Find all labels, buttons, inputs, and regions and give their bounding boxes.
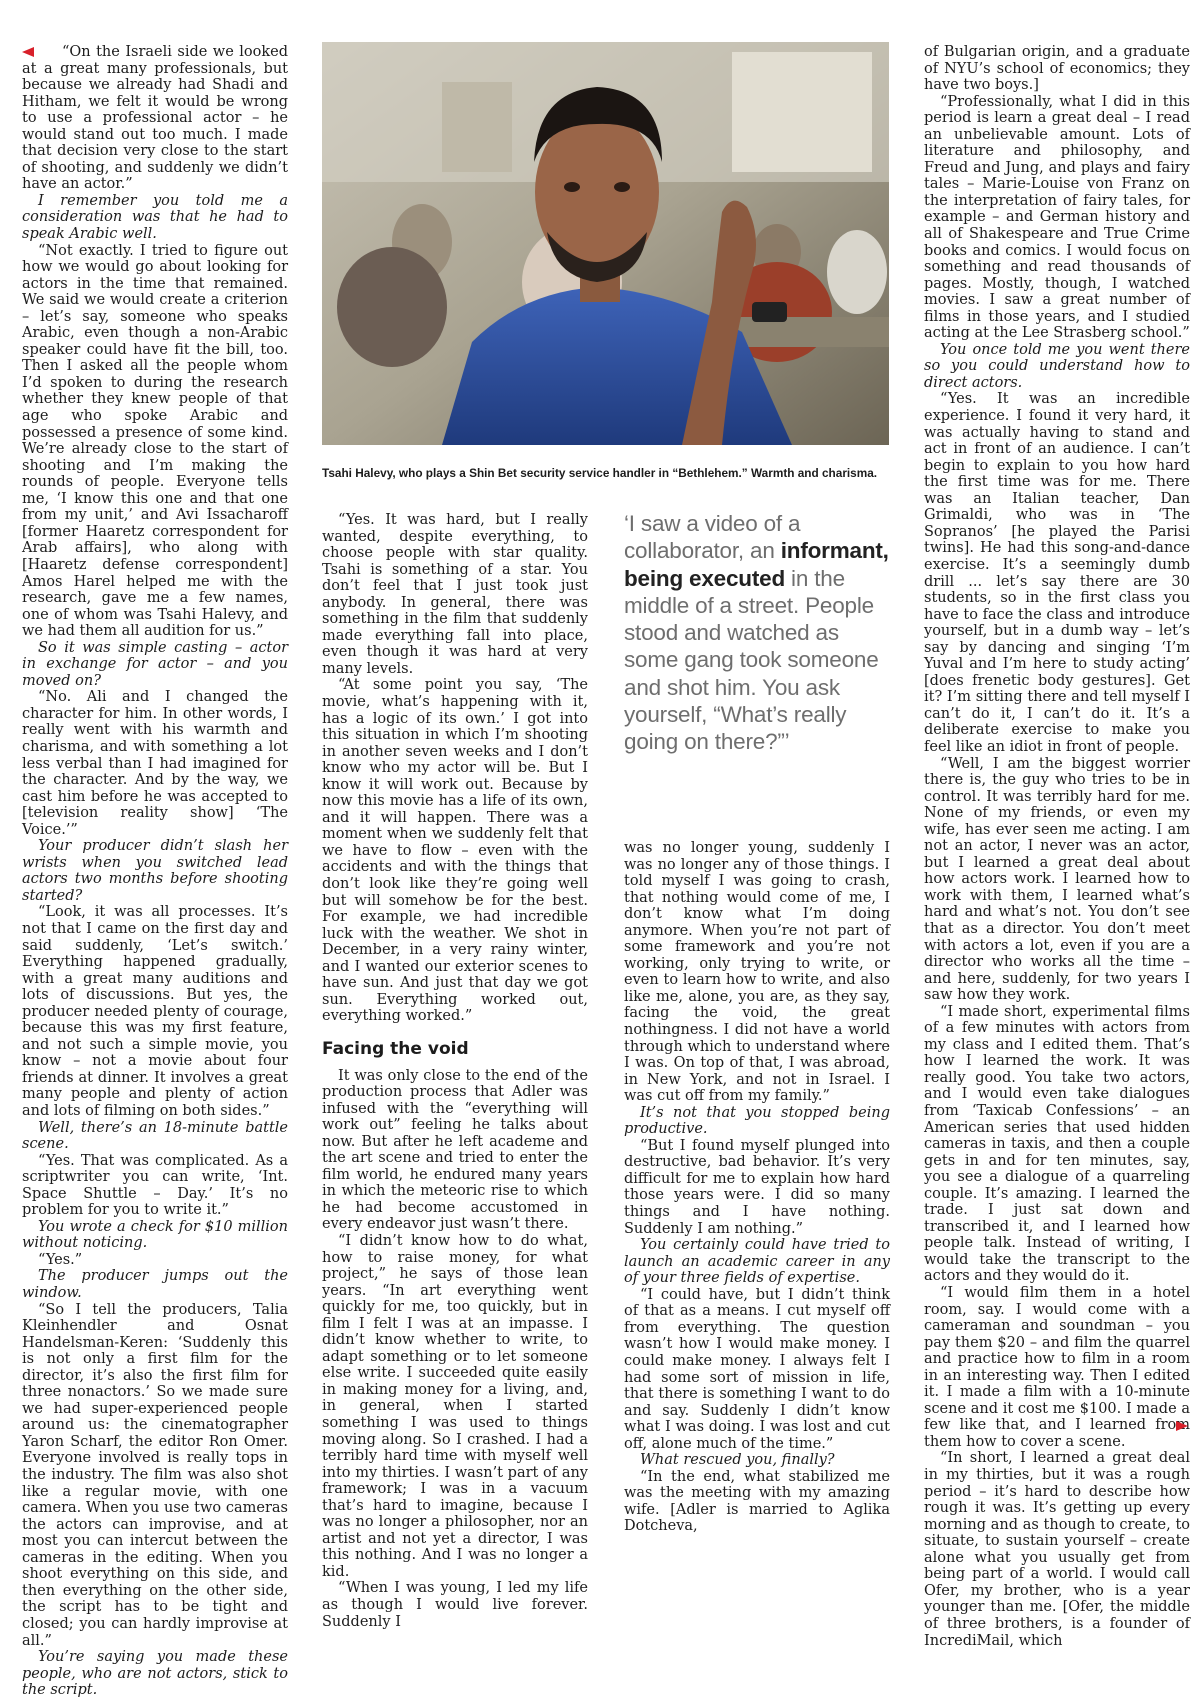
paragraph: “Yes. That was complicated. As a scriptwriter you can write, ‘Int. Space Shuttle – Day.’ It’s no problem for you to write it.” bbox=[22, 1152, 288, 1219]
article-column-2 bbox=[322, 512, 588, 1630]
interviewer-question: Well, there’s an 18-minute battle scene. bbox=[22, 1119, 288, 1153]
article-photo bbox=[322, 42, 889, 445]
interviewer-question: I remember you told me a consideration was that he had to speak Arabic well. bbox=[22, 192, 288, 243]
paragraph: “When I was young, I led my life as though I would live forever. Suddenly I bbox=[322, 1580, 588, 1630]
paragraph: “I made short, experimental films of a few minutes with actors from my class and I edited them. That’s how I learned the work. It was really good. You take two actors, and I would even take dialogues from ‘Taxicab Confessions’ – an American series that used hidden cameras in taxis, and then a couple gets in and for ten minutes, say, you see a dialogue of a quarreling couple. It’s amazing. I learned the trade. I just sat down and transcribed it, and I learned how people talk. Instead of writing, I would take the transcript to the actors and they would do it. bbox=[924, 1003, 1190, 1285]
paragraph: “Not exactly. I tried to figure out how we would go about looking for actors in the time that remained. We said we would create a criterion – let’s say, someone who speaks Arabic, even though a non-Arabic speaker could have fit the bill, too. Then I asked all the people whom I’d spoken to during the research whether they knew people of that age who spoke Arabic and possessed a presence of some kind. We’re already close to the start of shooting and I’m making the rounds of people. Everyone tells me, ‘I know this one and that one from my unit,’ and Avi Issacharoff [former Haaretz correspondent for Arab affairs], who along with [Haaretz defense correspondent] Amos Harel helped me with the research, gave me a few names, one of whom was Tsahi Halevy, and we had them all audition for us.” bbox=[22, 242, 288, 640]
paragraph: “I didn’t know how to do what, how to raise money, for what project,” he says of those lean years. “In art everything went quickly for me, too quickly, but in film I felt I was at an impasse. I didn’t know whether to write, to adapt something or to let someone else write. I succeeded quite easily in making money for a living, and, in general, when I started something I was used to things moving along. So I crashed. I had a terribly hard time with myself well into my thirties. I wasn’t part of any framework; I was in a vacuum that’s hard to imagine, because I was no longer a philosopher, nor an artist and not yet a director, I was this nothing. And I was no longer a kid. bbox=[322, 1232, 588, 1580]
interviewer-question: The producer jumps out the window. bbox=[22, 1268, 288, 1302]
article-column-3 bbox=[624, 840, 890, 1535]
interviewer-question: You certainly could have tried to launch an academic career in any of your three fields of expertise. bbox=[624, 1237, 890, 1287]
photo-illustration bbox=[322, 42, 889, 445]
paragraph: “Yes. It was an incredible experience. I found it very hard, it was actually having to stand and act in front of an audience. I can’t begin to explain to you how hard the first time was for me. There was an Italian teacher, Dan Grimaldi, who was in ‘The Sopranos’ [he played the Parisi twins]. He had this song-and-dance exercise. It’s a seemingly dumb drill ... let’s say there are 30 students, so in the first class you have to face the class and introduce yourself, but in a dumb way – let’s say by dancing and singing ‘I’m Yuval and I’m here to study acting’ [does frenetic body gestures]. Get it? I’m sitting there and tell myself I can’t do it, I can’t do it. It’s a deliberate exercise to make you feel like an idiot in front of people. bbox=[924, 391, 1190, 755]
interviewer-question: What rescued you, finally? bbox=[640, 1452, 835, 1469]
paragraph: was no longer young, suddenly I was no longer any of those things. I told myself I was going to crash, that nothing would come of me, I don’t know what I’m doing anymore. When you’re not part of some framework and you’re not working, only trying to write, or even to learn how to write, and also like me, alone, you are, as they say, facing the void, the great nothingness. I did not have a world through which to understand where I was. On top of that, I was abroad, in New York, and not in Israel. I was cut off from my family.” bbox=[624, 840, 890, 1105]
paragraph: “Yes.” bbox=[38, 1251, 83, 1268]
paragraph: “In the end, what stabilized me was the meeting with my amazing wife. [Adler is married to Aglika Dotcheva, bbox=[624, 1468, 890, 1535]
paragraph: “Look, it was all processes. It’s not that I came on the first day and said suddenly, ‘Let’s switch.’ Everything happened gradually, with a great many auditions and lots of discussions. But yes, the producer needed plenty of courage, because this was my first feature, and not such a simple movie, you know – not a movie about four friends at dinner. It involves a great many people and plenty of action and lots of filming on both sides.” bbox=[22, 904, 288, 1119]
interviewer-question: So it was simple casting – actor in exchange for actor – and you moved on? bbox=[22, 639, 288, 689]
paragraph: “Yes. It was hard, but I really wanted, despite everything, to choose people with star quality. Tsahi is something of a star. You don’t feel that I just took just anybody. In general, there was something in the film that suddenly made everything fall into place, even though it was hard at very many levels. bbox=[322, 512, 588, 677]
interviewer-question: You once told me you went there so you could understand how to direct actors. bbox=[924, 341, 1190, 391]
article-column-1 bbox=[22, 44, 288, 1699]
paragraph: It was only close to the end of the production process that Adler was infused with the “everything will work out” feeling he talks about now. But after he left academe and the art scene and tried to enter the film world, he endured many years in which the meteoric rise to which he had become accustomed in every endeavor just wasn’t there. bbox=[322, 1067, 588, 1233]
interviewer-question: Your producer didn’t slash her wrists when you switched lead actors two months before shooting started? bbox=[22, 838, 288, 904]
article-column-4 bbox=[924, 44, 1190, 1649]
paragraph: “So I tell the producers, Talia Kleinhendler and Osnat Handelsman-Keren: ‘Suddenly this is not only a first film for the director, it’s also the first film for three nonactors.’ So we made sure we had super-experienced people around us: the cinematographer Yaron Scharf, the editor Ron Omer. Everyone involved is really tops in the industry. The film was also shot like a regular movie, with one camera. When you use two cameras the actors can improvise, and at most you can intercut between the cameras in the editing. When you shoot everything on this side, and then everything on the other side, the script has to be tight and closed; you can hardly improvise at all.” bbox=[22, 1301, 288, 1649]
interviewer-question: You’re saying you made these people, who are not actors, stick to the script. bbox=[22, 1649, 288, 1699]
pull-quote-emphasis: informant, being executed bbox=[624, 538, 889, 591]
paragraph: “I would film them in a hotel room, say. I would come with a cameraman and soundman – you pay them $20 – and film the quarrel and practice how to film in a room in an interesting way. Then I edited it. I made a film with a 10-minute scene and it cost me $100. I made a few like that, and I learned from them how to cover a scene. bbox=[924, 1285, 1190, 1450]
paragraph: “No. Ali and I changed the character for him. In other words, I really went with his warmth and charisma, and with something a lot less verbal than I had imagined for the character. And by the way, we cast him before he was accepted to [television reality show] ‘The Voice.’” bbox=[22, 689, 288, 838]
paragraph: “But I found myself plunged into destructive, bad behavior. It’s very difficult for me to explain how hard those years were. I did so many things and I have nothing. Suddenly I am nothing.” bbox=[624, 1137, 890, 1237]
interviewer-question: It’s not that you stopped being productive. bbox=[624, 1104, 890, 1138]
paragraph: “Well, I am the biggest worrier there is, the guy who tries to be in control. It was terribly hard for me. None of my friends, or even my wife, has ever seen me acting. I am not an actor, I never was an actor, but I learned a great deal about how actors work. I learned how to work with them, I learned what’s hard and what’s not. You don’t see that as a director. You don’t meet with actors a lot, even if you are a director who works all the time – and here, suddenly, for two years I saw how they work. bbox=[924, 755, 1190, 1004]
pull-quote-end: in the middle of a street. People stood and watched as some gang took someone and shot him. You ask yourself, “What’s really going on there?”’ bbox=[624, 565, 879, 755]
paragraph: “In short, I learned a great deal in my thirties, but it was a rough period – it’s hard to describe how rough it was. It’s getting up every morning and as though to create, to situate, to sustain yourself – create alone what you usually get from being part of a world. I would call Ofer, my brother, who is a year younger than me. [Ofer, the middle of three brothers, is a founder of IncrediMail, which bbox=[924, 1450, 1190, 1649]
pull-quote-start: ‘I saw a video of a collaborator, an bbox=[624, 511, 801, 564]
paragraph: “On the Israeli side we looked at a great many professionals, but because we already had Shadi and Hitham, we felt it would be wrong to use a professional actor – he would stand out too much. I made that decision very close to the start of shooting, and suddenly we didn’t have an actor.” bbox=[22, 44, 288, 193]
pull-quote bbox=[624, 510, 894, 756]
paragraph: “At some point you say, ‘The movie, what’s happening with it, has a logic of its own.’ I got into this situation in which I’m shooting in another seven weeks and I don’t know who my actor will be. But I know it will work out. Because by now this movie has a life of its own, and it will happen. There was a moment when we suddenly felt that we have to flow – even with the accidents and with the things that don’t look like they’re going well but will somehow be for the best. For example, we had incredible luck with the weather. We shot in December, in a very rainy winter, and I wanted our exterior scenes to have sun. And just that day we got sun. Everything worked out, everything worked.” bbox=[322, 677, 588, 1025]
continues-arrow-icon bbox=[1176, 1421, 1188, 1431]
photo-caption: Tsahi Halevy, who plays a Shin Bet security service handler in “Bethlehem.” Warmth and charisma. bbox=[322, 466, 878, 480]
interviewer-question: You wrote a check for $10 million without noticing. bbox=[22, 1218, 288, 1252]
paragraph: of Bulgarian origin, and a graduate of NYU’s school of economics; they have two boys.] bbox=[924, 44, 1190, 94]
paragraph: “Professionally, what I did in this period is learn a great deal – I read an unbelievable amount. Lots of literature and philosophy, and Freud and Jung, and plays and fairy tales – Marie-Louise von Franz on the interpretation of fairy tales, for example – and German history and all of Shakespeare and True Crime books and comics. I would focus on something and read thousands of pages. Mostly, though, I watched movies. I saw a great number of films in those years, and I studied acting at the Lee Strasberg school.” bbox=[924, 93, 1190, 342]
section-heading: Facing the void bbox=[322, 1038, 469, 1059]
paragraph: “I could have, but I didn’t think of that as a means. I cut myself off from everything. The question wasn’t how I would make money. I could make money. I always felt I had some sort of mission in life, that there is something I want to do and say. Suddenly I didn’t know what I was doing. I was lost and cut off, alone much of the time.” bbox=[624, 1286, 890, 1452]
